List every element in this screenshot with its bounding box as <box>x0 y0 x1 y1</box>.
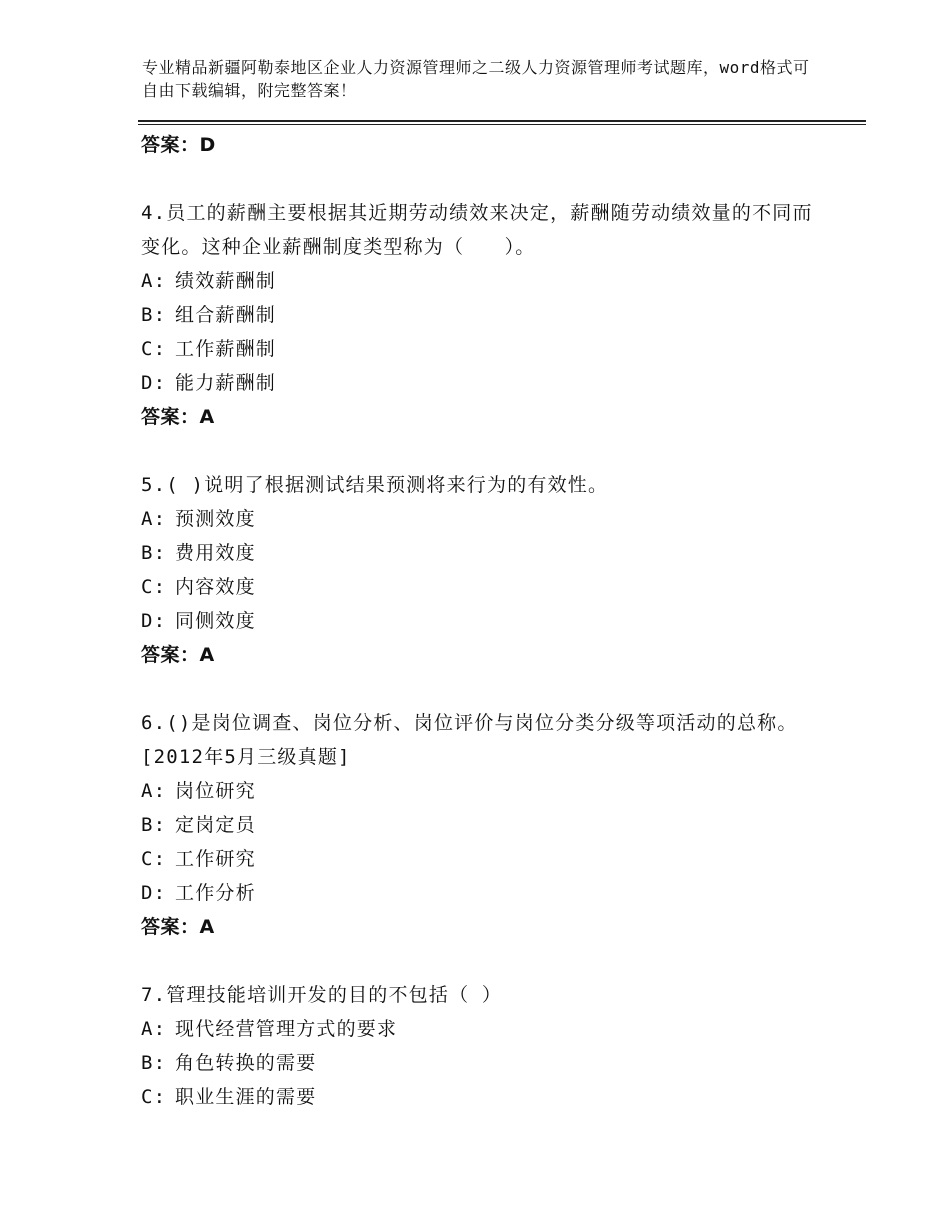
option-letter: A: <box>141 1018 167 1040</box>
option-d <box>141 876 821 910</box>
answer-label: 答案：A <box>141 644 215 666</box>
option-letter: C: <box>141 848 167 870</box>
option-text: 工作研究 <box>175 848 256 870</box>
option-text: 岗位研究 <box>175 780 256 802</box>
option-letter: B: <box>141 304 167 326</box>
option-text: 同侧效度 <box>175 610 256 632</box>
option-text: 内容效度 <box>175 576 256 598</box>
option-text: 现代经营管理方式的要求 <box>175 1018 398 1040</box>
option-text: 能力薪酬制 <box>175 372 277 394</box>
option-d <box>141 604 821 638</box>
option-text: 费用效度 <box>175 542 256 564</box>
option-b <box>141 1046 821 1080</box>
question-7 <box>141 978 821 1114</box>
option-b <box>141 298 821 332</box>
option-a <box>141 502 821 536</box>
option-text: 工作分析 <box>175 882 256 904</box>
option-letter: A: <box>141 270 167 292</box>
question-list <box>141 128 821 1114</box>
question-6 <box>141 706 821 944</box>
question-text: 6.()是岗位调查、岗位分析、岗位评价与岗位分类分级等项活动的总称。[2012年5月三级真题] <box>141 712 798 768</box>
option-text: 组合薪酬制 <box>175 304 277 326</box>
option-letter: C: <box>141 1086 167 1108</box>
option-c <box>141 570 821 604</box>
header-divider-thick <box>138 120 866 122</box>
option-a <box>141 264 821 298</box>
option-text: 定岗定员 <box>175 814 256 836</box>
option-c <box>141 842 821 876</box>
option-text: 绩效薪酬制 <box>175 270 277 292</box>
option-a <box>141 774 821 808</box>
option-letter: C: <box>141 338 167 360</box>
option-text: 职业生涯的需要 <box>175 1086 317 1108</box>
option-c <box>141 332 821 366</box>
option-b <box>141 536 821 570</box>
option-c <box>141 1080 821 1114</box>
option-letter: A: <box>141 508 167 530</box>
header-divider-thin <box>138 124 866 125</box>
option-letter: B: <box>141 1052 167 1074</box>
option-letter: B: <box>141 542 167 564</box>
question-text: 7.管理技能培训开发的目的不包括（ ） <box>141 984 503 1006</box>
option-letter: D: <box>141 882 167 904</box>
option-text: 角色转换的需要 <box>175 1052 317 1074</box>
option-text: 工作薪酬制 <box>175 338 277 360</box>
option-b <box>141 808 821 842</box>
question-5 <box>141 468 821 672</box>
question-4 <box>141 196 821 434</box>
answer-label: 答案：A <box>141 406 215 428</box>
option-text: 预测效度 <box>175 508 256 530</box>
option-a <box>141 1012 821 1046</box>
document-header: 专业精品新疆阿勒泰地区企业人力资源管理师之二级人力资源管理师考试题库，word格式可自由下载编辑，附完整答案！ <box>142 58 810 100</box>
answer-label: 答案：A <box>141 916 215 938</box>
option-letter: C: <box>141 576 167 598</box>
option-letter: A: <box>141 780 167 802</box>
option-letter: D: <box>141 610 167 632</box>
option-letter: D: <box>141 372 167 394</box>
question-text: 5.( )说明了根据测试结果预测将来行为的有效性。 <box>141 474 609 496</box>
option-letter: B: <box>141 814 167 836</box>
option-d <box>141 366 821 400</box>
question-text: 4.员工的薪酬主要根据其近期劳动绩效来决定，薪酬随劳动绩效量的不同而变化。这种企业薪酬制度类型称为（ ）。 <box>141 202 813 258</box>
answer-label: 答案：D <box>141 134 216 156</box>
